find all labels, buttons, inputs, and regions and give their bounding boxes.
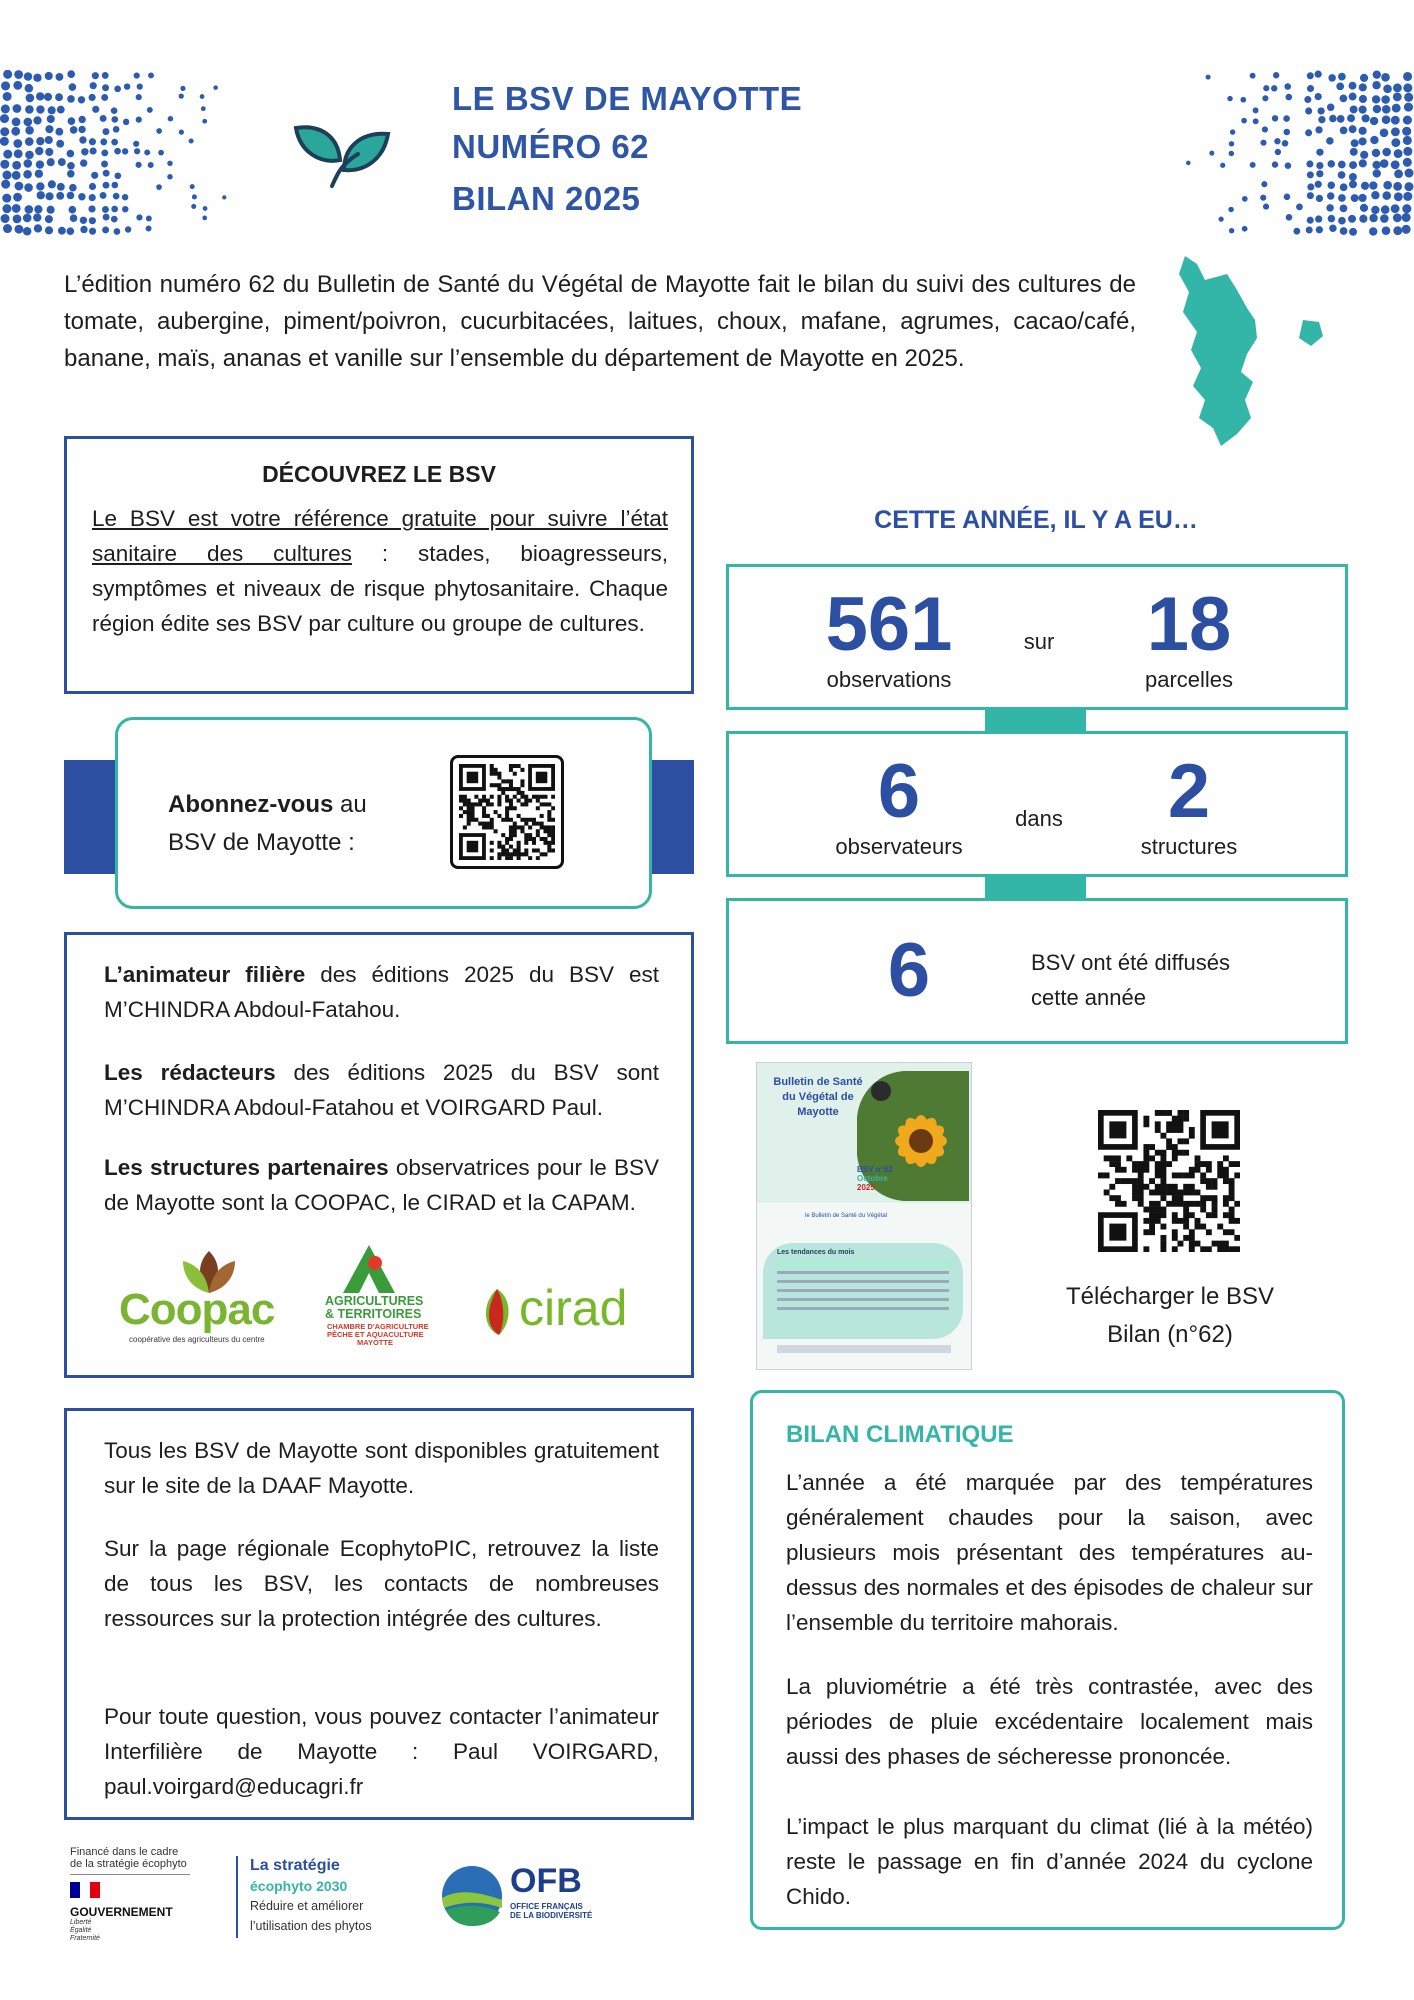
team-p1 [104,957,659,1027]
resources-p1: Tous les BSV de Mayotte sont disponibles gratuitement sur le site de la DAAF Mayotte. [104,1438,659,1498]
footer-divider [70,1874,190,1875]
footer-funded [70,1846,187,1870]
cover-badge-3: 2025 [857,1183,875,1192]
cover-badge-1: BSV n°62 [857,1165,893,1174]
dots-right-decoration [1160,70,1414,240]
climate-title: BILAN CLIMATIQUE [786,1421,1014,1448]
discover-rest: : stades, bioagresseurs, symptômes et niveaux de risque phytosanitaire. Chaque région édite ses BSV par culture ou groupe de cultures. [92,541,668,636]
coopac-sub: coopérative des agriculteurs du centre [129,1335,265,1344]
stats-heading: CETTE ANNÉE, IL Y A EU… [874,506,1198,534]
capam-line2: & TERRITOIRES [325,1307,422,1321]
resources-p2: Sur la page régionale EcophytoPIC, retrouvez la liste de tous les BSV, les contacts de nombreuses ressources sur la protection intégrée des cultures. [104,1536,659,1631]
stat-structures-label: structures [1140,834,1238,859]
stat-row2-connector-word: dans [1015,806,1063,831]
download-line2: Bilan (n°62) [1107,1321,1233,1348]
team-box [64,932,694,1378]
cover-badge [857,1165,893,1192]
stat-observations-number: 561 [825,582,953,667]
footer-motto-1: Liberté [70,1919,92,1926]
government-logo [70,1882,173,1943]
team-p3-rest: observatrices pour le BSV de Mayotte sont la COOPAC, le CIRAD et la CAPAM. [104,1155,659,1215]
discover-title: DÉCOUVREZ LE BSV [262,461,496,487]
cover-badge-2: Octobre [857,1174,888,1183]
climate-p1: L’année a été marquée par des températures généralement chaudes pour la saison, avec plusieurs mois présentant des températures au-dessus des normales et des épisodes de chaleur sur l’ensemble du territoire mahorais. [786,1470,1313,1635]
stat-parcelles-label: parcelles [1144,667,1234,692]
footer-ofb: OFB [510,1862,582,1900]
download-text [1030,1278,1310,1354]
subscribe-rest2: BSV de Mayotte : [168,829,355,856]
stats-connector-1 [985,710,1086,732]
stat-observateurs-number: 6 [877,749,921,834]
subscribe-text [168,786,367,862]
subscribe-box [115,717,652,909]
subscribe-qr-code[interactable] [450,755,564,869]
cirad-name: cirad [519,1280,628,1336]
stat-bsv-text-line2: cette année [1031,985,1146,1010]
stats-row-3 [726,898,1348,1044]
download-qr-code[interactable] [1098,1110,1240,1252]
team-p2 [104,1055,659,1125]
resources-box [64,1408,694,1820]
bsv-cover-thumbnail[interactable] [756,1062,972,1370]
subscribe-bold: Abonnez-vous [168,791,334,818]
stat-observateurs-label: observateurs [835,834,963,859]
ecophyto-strategy [250,1856,372,1936]
footer-ofb-sub-1: OFFICE FRANÇAIS [510,1902,583,1911]
footer-motto-2: Égalité [70,1927,92,1934]
team-p2-rest: des éditions 2025 du BSV sont M’CHINDRA Abdoul-Fatahou et VOIRGARD Paul. [104,1060,659,1120]
stat-bsv-text-line1: BSV ont été diffusés [1031,950,1230,975]
discover-text [92,501,668,641]
french-flag-icon [70,1882,100,1898]
footer-gov: GOUVERNEMENT [70,1905,173,1919]
climate-box [750,1390,1345,1930]
footer-strat-2: écophyto 2030 [250,1878,348,1894]
cover-trends-panel [763,1243,963,1339]
download-line1: Télécharger le BSV [1065,1283,1275,1310]
capam-line1: AGRICULTURES [325,1294,424,1308]
capam-logo [325,1243,435,1355]
climate-p2: La pluviométrie a été très contrastée, avec des périodes de pluie excédentaire localement mais aussi des phases de sécheresse prononcée. [786,1674,1313,1769]
title-line-3: BILAN 2025 [452,180,641,217]
discover-underlined: Le BSV est votre référence gratuite pour suivre l’état sanitaire des cultures [92,506,668,566]
cover-title-3: Mayotte [797,1106,839,1118]
stats-row-2 [726,731,1348,877]
footer-vertical-line [236,1856,238,1938]
stat-observations-label: observations [826,667,952,692]
cover-brand: le Bulletin de Santé du Végétal [805,1213,888,1219]
footer-strat-1: La stratégie [250,1857,340,1874]
capam-line3: CHAMBRE D'AGRICULTURE [327,1322,429,1331]
cover-title-1: Bulletin de Santé [773,1076,863,1088]
stat-bsv-number: 6 [887,928,931,1013]
ofb-logo [440,1862,593,1933]
footer-motto-3: Fraternité [70,1935,100,1942]
footer-ofb-sub-2: DE LA BIODIVERSITÉ [510,1911,593,1920]
cover-trends-title: Les tendances du mois [777,1249,855,1256]
leaf-icon [292,120,392,188]
cirad-leaf-icon [477,1287,517,1337]
coopac-logo [119,1275,275,1345]
team-p1-bold: L’animateur filière [104,962,306,987]
team-p2-bold: Les rédacteurs [104,1060,276,1085]
ofb-globe-icon [440,1864,504,1928]
footer-strat-3: Réduire et améliorer [250,1899,364,1913]
team-p1-rest: des éditions 2025 du BSV est M’CHINDRA Abdoul-Fatahou. [104,962,659,1022]
coopac-name: Coopac [119,1285,275,1334]
stats-connector-2 [985,877,1086,899]
capam-line5: MAYOTTE [357,1338,393,1347]
climate-p3: L’impact le plus marquant du climat (lié à la météo) reste le passage en fin d’année 2024 du cyclone Chido. [786,1814,1313,1909]
cover-title-2: du Végétal de [782,1091,854,1103]
title-line-2: NUMÉRO 62 [452,128,650,165]
cover-footer-logos [777,1345,951,1353]
discover-box [64,436,694,694]
capam-line4: PÊCHE ET AQUACULTURE [327,1330,424,1339]
stats-row-1 [726,564,1348,710]
cirad-logo [477,1280,657,1343]
stat-row1-connector-word: sur [1023,629,1055,654]
capam-emblem-icon [339,1243,399,1295]
intro-paragraph: L’édition numéro 62 du Bulletin de Santé du Végétal de Mayotte fait le bilan du suivi des cultures de tomate, aubergine, piment/poivron, cucurbitacées, laitues, choux, mafane, agrumes, cacao/café, banane, maïs, ananas et vanille sur l’ensemble du département de Mayotte en 2025. [64,271,1136,372]
title-line-1: LE BSV DE MAYOTTE [452,80,803,117]
resources-p3: Pour toute question, vous pouvez contacter l’animateur Interfilière de Mayotte : Paul VOIRGARD, paul.voirgard@educagri.fr [104,1704,659,1799]
dots-left-decoration [0,70,240,240]
subscribe-rest1: au [333,791,367,818]
stat-parcelles-number: 18 [1146,582,1232,667]
footer-funded-1: Financé dans le cadre [70,1846,179,1858]
stat-bsv-text [1031,945,1230,1015]
mayotte-map-icon [1175,250,1335,450]
team-p3-bold: Les structures partenaires [104,1155,389,1180]
team-p3 [104,1150,659,1220]
stat-structures-number: 2 [1167,749,1211,834]
footer-strat-4: l’utilisation des phytos [250,1919,372,1933]
footer-funded-2: de la stratégie écophyto [70,1858,187,1870]
